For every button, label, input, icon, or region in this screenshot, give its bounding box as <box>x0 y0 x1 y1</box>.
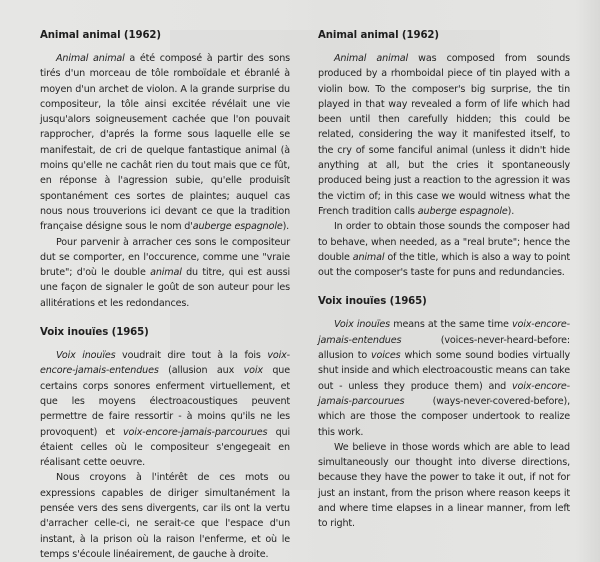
heading-animal-animal-en: Animal animal (1962) <box>318 30 439 41</box>
paragraph-voix-fr-1: Voix inouïes voudrait dire tout à la fois voix-encore-jamais-entendues (allusion aux voix que certains corps sonores enferment virtuellement, et que les moyens électroacoustiques peuvent permettre de faire ressortir - à moins qu'ils ne les provoquent) et voix-encore-jamais-parcourues qui étaient celles où le compositeur s'engegeait en réalisant cette oeuvre. <box>40 350 290 469</box>
french-column <box>40 29 290 562</box>
paragraph-voix-en-2: We believe in those words which are able to lead simultaneously our thought into diverse directions, because they have the power to take it out, if not for just an instant, from the prison where reason keeps it and where time elapses in a linear manner, from left to right. <box>318 441 570 530</box>
heading-voix-inouies-en: Voix inouïes (1965) <box>318 296 427 308</box>
paragraph-animal-en-1: Animal animal was composed from sounds produced by a rhomboidal piece of tin played with a violin bow. To the composer's big surprise, the tin played in that way revealed a form of life which had been until then carefully hidden; this could be related, considering the way it manifested itself, to the cry of some fanciful animal (unless it didn't hide anything at all, but the cries it spontaneously produced being just a reaction to the agression it was the victim of; in this case we would witness what the French tradition calls auberge espagnole). <box>318 53 570 217</box>
paragraph-animal-fr-2: Pour parvenir à arracher ces sons le compositeur dut se comporter, en l'occurence, comme une "vraie brute"; d'où le double animal du titre, qui est aussi une façon de signaler le goût de son auteur pour les allitérations et les redondances. <box>40 236 290 309</box>
paragraph-voix-en-1: Voix inouïes means at the same time voix-encore-jamais-entendues (voices-never-heard-before: allusion to voices which some sound bodies virtually shut inside and which electroacoustic means can take out - unless they produce them) and voix-encore-jamais-parcourues (ways-never-covered-before), which are those the composer undertook to realize this work. <box>318 319 570 438</box>
paragraph-animal-fr-1: Animal animal a été composé à partir des sons tirés d'un morceau de tôle romboïdale et ébranlé à moyen d'un archet de violon. A la grande surprise du compositeur, la tôle ainsi excitée révélait une vie jusqu'alors soigneusement cachée que l'on pouvait rapprocher, d'aprés la forme sous laquelle elle se manifestait, de cri de quelque fantastique animal (à moins qu'elle ne cachât rien du tout mais que ce fût, en réponse à l'agression subie, qu'elle produisît spontanément ces sortes de plaintes; auquel cas nous nous trouverions ici devant ce que la tradition française désigne sous le nom d'auberge espagnole). <box>40 53 290 233</box>
heading-voix-inouies-fr: Voix inouïes (1965) <box>40 327 149 339</box>
english-column <box>318 29 570 532</box>
heading-animal-animal-fr: Animal animal (1962) <box>40 30 161 41</box>
paragraph-voix-fr-2: Nous croyons à l'intérêt de ces mots ou expressions capables de diriger simultanément la pensée vers des sens divergents, car ils ont la vertu d'arracher celle-ci, ne serait-ce que l'espace d'un instant, à la prison où la raison l'enferme, et où le temps s'écoule linéairement, de gauche à droite. <box>40 472 290 560</box>
paragraph-animal-en-2: In order to obtain those sounds the composer had to behave, when needed, as a "real brute"; hence the double animal of the title, which is also a way to point out the composer's taste for puns and redundancies. <box>318 221 571 279</box>
